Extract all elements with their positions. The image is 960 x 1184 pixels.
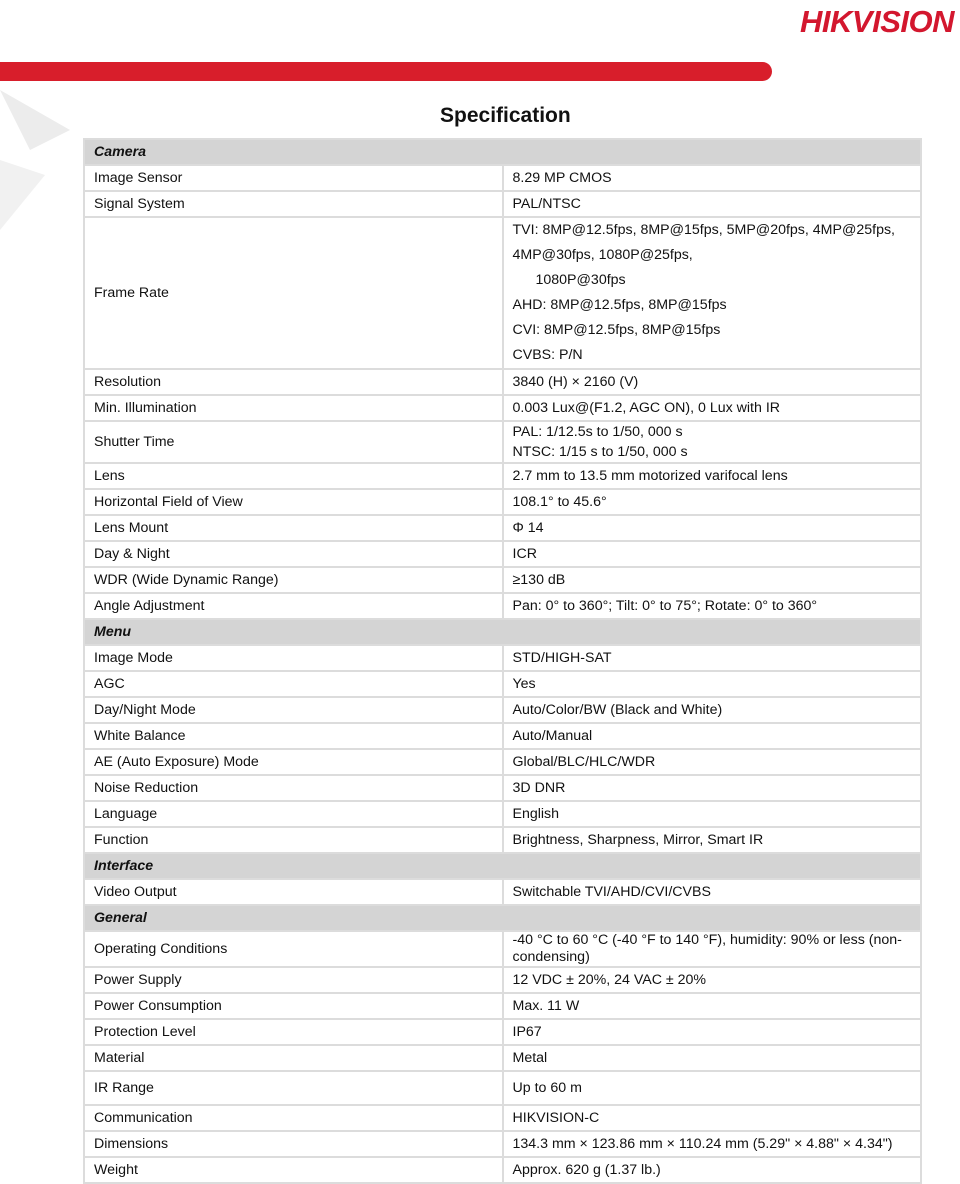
table-row (84, 191, 921, 217)
spec-value: 108.1° to 45.6° (503, 489, 922, 515)
table-row (84, 749, 921, 775)
table-row (84, 697, 921, 723)
spec-value: 134.3 mm × 123.86 mm × 110.24 mm (5.29" × 4.88" × 4.34") (503, 1131, 922, 1157)
spec-value: Approx. 620 g (1.37 lb.) (503, 1157, 922, 1183)
header-red-bar (0, 62, 772, 81)
spec-value: Metal (503, 1045, 922, 1071)
spec-value: 3D DNR (503, 775, 922, 801)
section-title: Camera (84, 139, 921, 165)
table-row (84, 567, 921, 593)
spec-value: 3840 (H) × 2160 (V) (503, 369, 922, 395)
table-row (84, 775, 921, 801)
spec-value (503, 217, 922, 369)
spec-label: Day/Night Mode (84, 697, 503, 723)
spec-value (503, 421, 922, 463)
spec-value-line: PAL: 1/12.5s to 1/50, 000 s (512, 424, 683, 440)
spec-label: Dimensions (84, 1131, 503, 1157)
spec-value: Φ 14 (503, 515, 922, 541)
spec-value-line: 1080P@30fps (535, 272, 626, 288)
spec-value: 12 VDC ± 20%, 24 VAC ± 20% (503, 967, 922, 993)
spec-value: STD/HIGH-SAT (503, 645, 922, 671)
spec-label: White Balance (84, 723, 503, 749)
spec-label: WDR (Wide Dynamic Range) (84, 567, 503, 593)
spec-value: Auto/Color/BW (Black and White) (503, 697, 922, 723)
spec-label: Material (84, 1045, 503, 1071)
spec-value: Global/BLC/HLC/WDR (503, 749, 922, 775)
spec-label: Protection Level (84, 1019, 503, 1045)
spec-value: ICR (503, 541, 922, 567)
spec-value-line: CVI: 8MP@12.5fps, 8MP@15fps (512, 322, 721, 338)
table-row (84, 879, 921, 905)
spec-value: 2.7 mm to 13.5 mm motorized varifocal lens (503, 463, 922, 489)
spec-label: Signal System (84, 191, 503, 217)
spec-value-line: CVBS: P/N (512, 347, 583, 363)
spec-label: Operating Conditions (84, 931, 503, 967)
spec-value: Pan: 0° to 360°; Tilt: 0° to 75°; Rotate: 0° to 360° (503, 593, 922, 619)
spec-value: PAL/NTSC (503, 191, 922, 217)
spec-value: 8.29 MP CMOS (503, 165, 922, 191)
spec-label: AE (Auto Exposure) Mode (84, 749, 503, 775)
table-row (84, 593, 921, 619)
spec-table (83, 138, 922, 1184)
spec-value: ≥130 dB (503, 567, 922, 593)
table-row (84, 489, 921, 515)
spec-label: Min. Illumination (84, 395, 503, 421)
section-title: General (84, 905, 921, 931)
table-row (84, 217, 921, 369)
table-row (84, 463, 921, 489)
page-title: Specification (440, 104, 571, 127)
table-row (84, 1157, 921, 1183)
section-camera (84, 139, 921, 165)
table-row (84, 801, 921, 827)
table-row (84, 515, 921, 541)
table-row (84, 1045, 921, 1071)
spec-label: Resolution (84, 369, 503, 395)
section-interface (84, 853, 921, 879)
table-row (84, 421, 921, 463)
spec-label: Day & Night (84, 541, 503, 567)
section-general (84, 905, 921, 931)
spec-value: English (503, 801, 922, 827)
table-row (84, 645, 921, 671)
table-row (84, 369, 921, 395)
spec-value: HIKVISION-C (503, 1105, 922, 1131)
spec-value: IP67 (503, 1019, 922, 1045)
spec-value: Switchable TVI/AHD/CVI/CVBS (503, 879, 922, 905)
hikvision-logo: HIKVISION (800, 4, 954, 39)
spec-label: IR Range (84, 1071, 503, 1105)
spec-label: Lens Mount (84, 515, 503, 541)
spec-value: 0.003 Lux@(F1.2, AGC ON), 0 Lux with IR (503, 395, 922, 421)
spec-value-line: NTSC: 1/15 s to 1/50, 000 s (512, 444, 688, 460)
spec-label: AGC (84, 671, 503, 697)
table-row (84, 723, 921, 749)
table-row (84, 165, 921, 191)
spec-label: Noise Reduction (84, 775, 503, 801)
spec-label: Video Output (84, 879, 503, 905)
watermark-graphic (0, 90, 80, 240)
table-row (84, 671, 921, 697)
spec-label: Shutter Time (84, 421, 503, 463)
spec-label: Function (84, 827, 503, 853)
spec-value: Max. 11 W (503, 993, 922, 1019)
spec-label: Communication (84, 1105, 503, 1131)
spec-label: Image Mode (84, 645, 503, 671)
table-row (84, 541, 921, 567)
table-row (84, 1071, 921, 1105)
table-row (84, 827, 921, 853)
spec-label: Lens (84, 463, 503, 489)
spec-label: Language (84, 801, 503, 827)
table-row (84, 395, 921, 421)
spec-label: Angle Adjustment (84, 593, 503, 619)
spec-label: Image Sensor (84, 165, 503, 191)
spec-label: Power Consumption (84, 993, 503, 1019)
section-title: Interface (84, 853, 921, 879)
spec-label: Weight (84, 1157, 503, 1183)
table-row (84, 1105, 921, 1131)
spec-value: Up to 60 m (503, 1071, 922, 1105)
table-row (84, 1019, 921, 1045)
spec-value-line: TVI: 8MP@12.5fps, 8MP@15fps, 5MP@20fps, 4MP@25fps, 4MP@30fps, 1080P@25fps, (512, 222, 896, 263)
spec-value: Brightness, Sharpness, Mirror, Smart IR (503, 827, 922, 853)
spec-value-line: AHD: 8MP@12.5fps, 8MP@15fps (512, 297, 727, 313)
section-title: Menu (84, 619, 921, 645)
table-row (84, 1131, 921, 1157)
spec-label: Frame Rate (84, 217, 503, 369)
table-row (84, 993, 921, 1019)
section-menu (84, 619, 921, 645)
table-row (84, 967, 921, 993)
spec-value: Yes (503, 671, 922, 697)
spec-label: Horizontal Field of View (84, 489, 503, 515)
spec-value: -40 °C to 60 °C (-40 °F to 140 °F), humidity: 90% or less (non-condensing) (503, 931, 922, 967)
spec-value: Auto/Manual (503, 723, 922, 749)
spec-label: Power Supply (84, 967, 503, 993)
table-row (84, 931, 921, 967)
